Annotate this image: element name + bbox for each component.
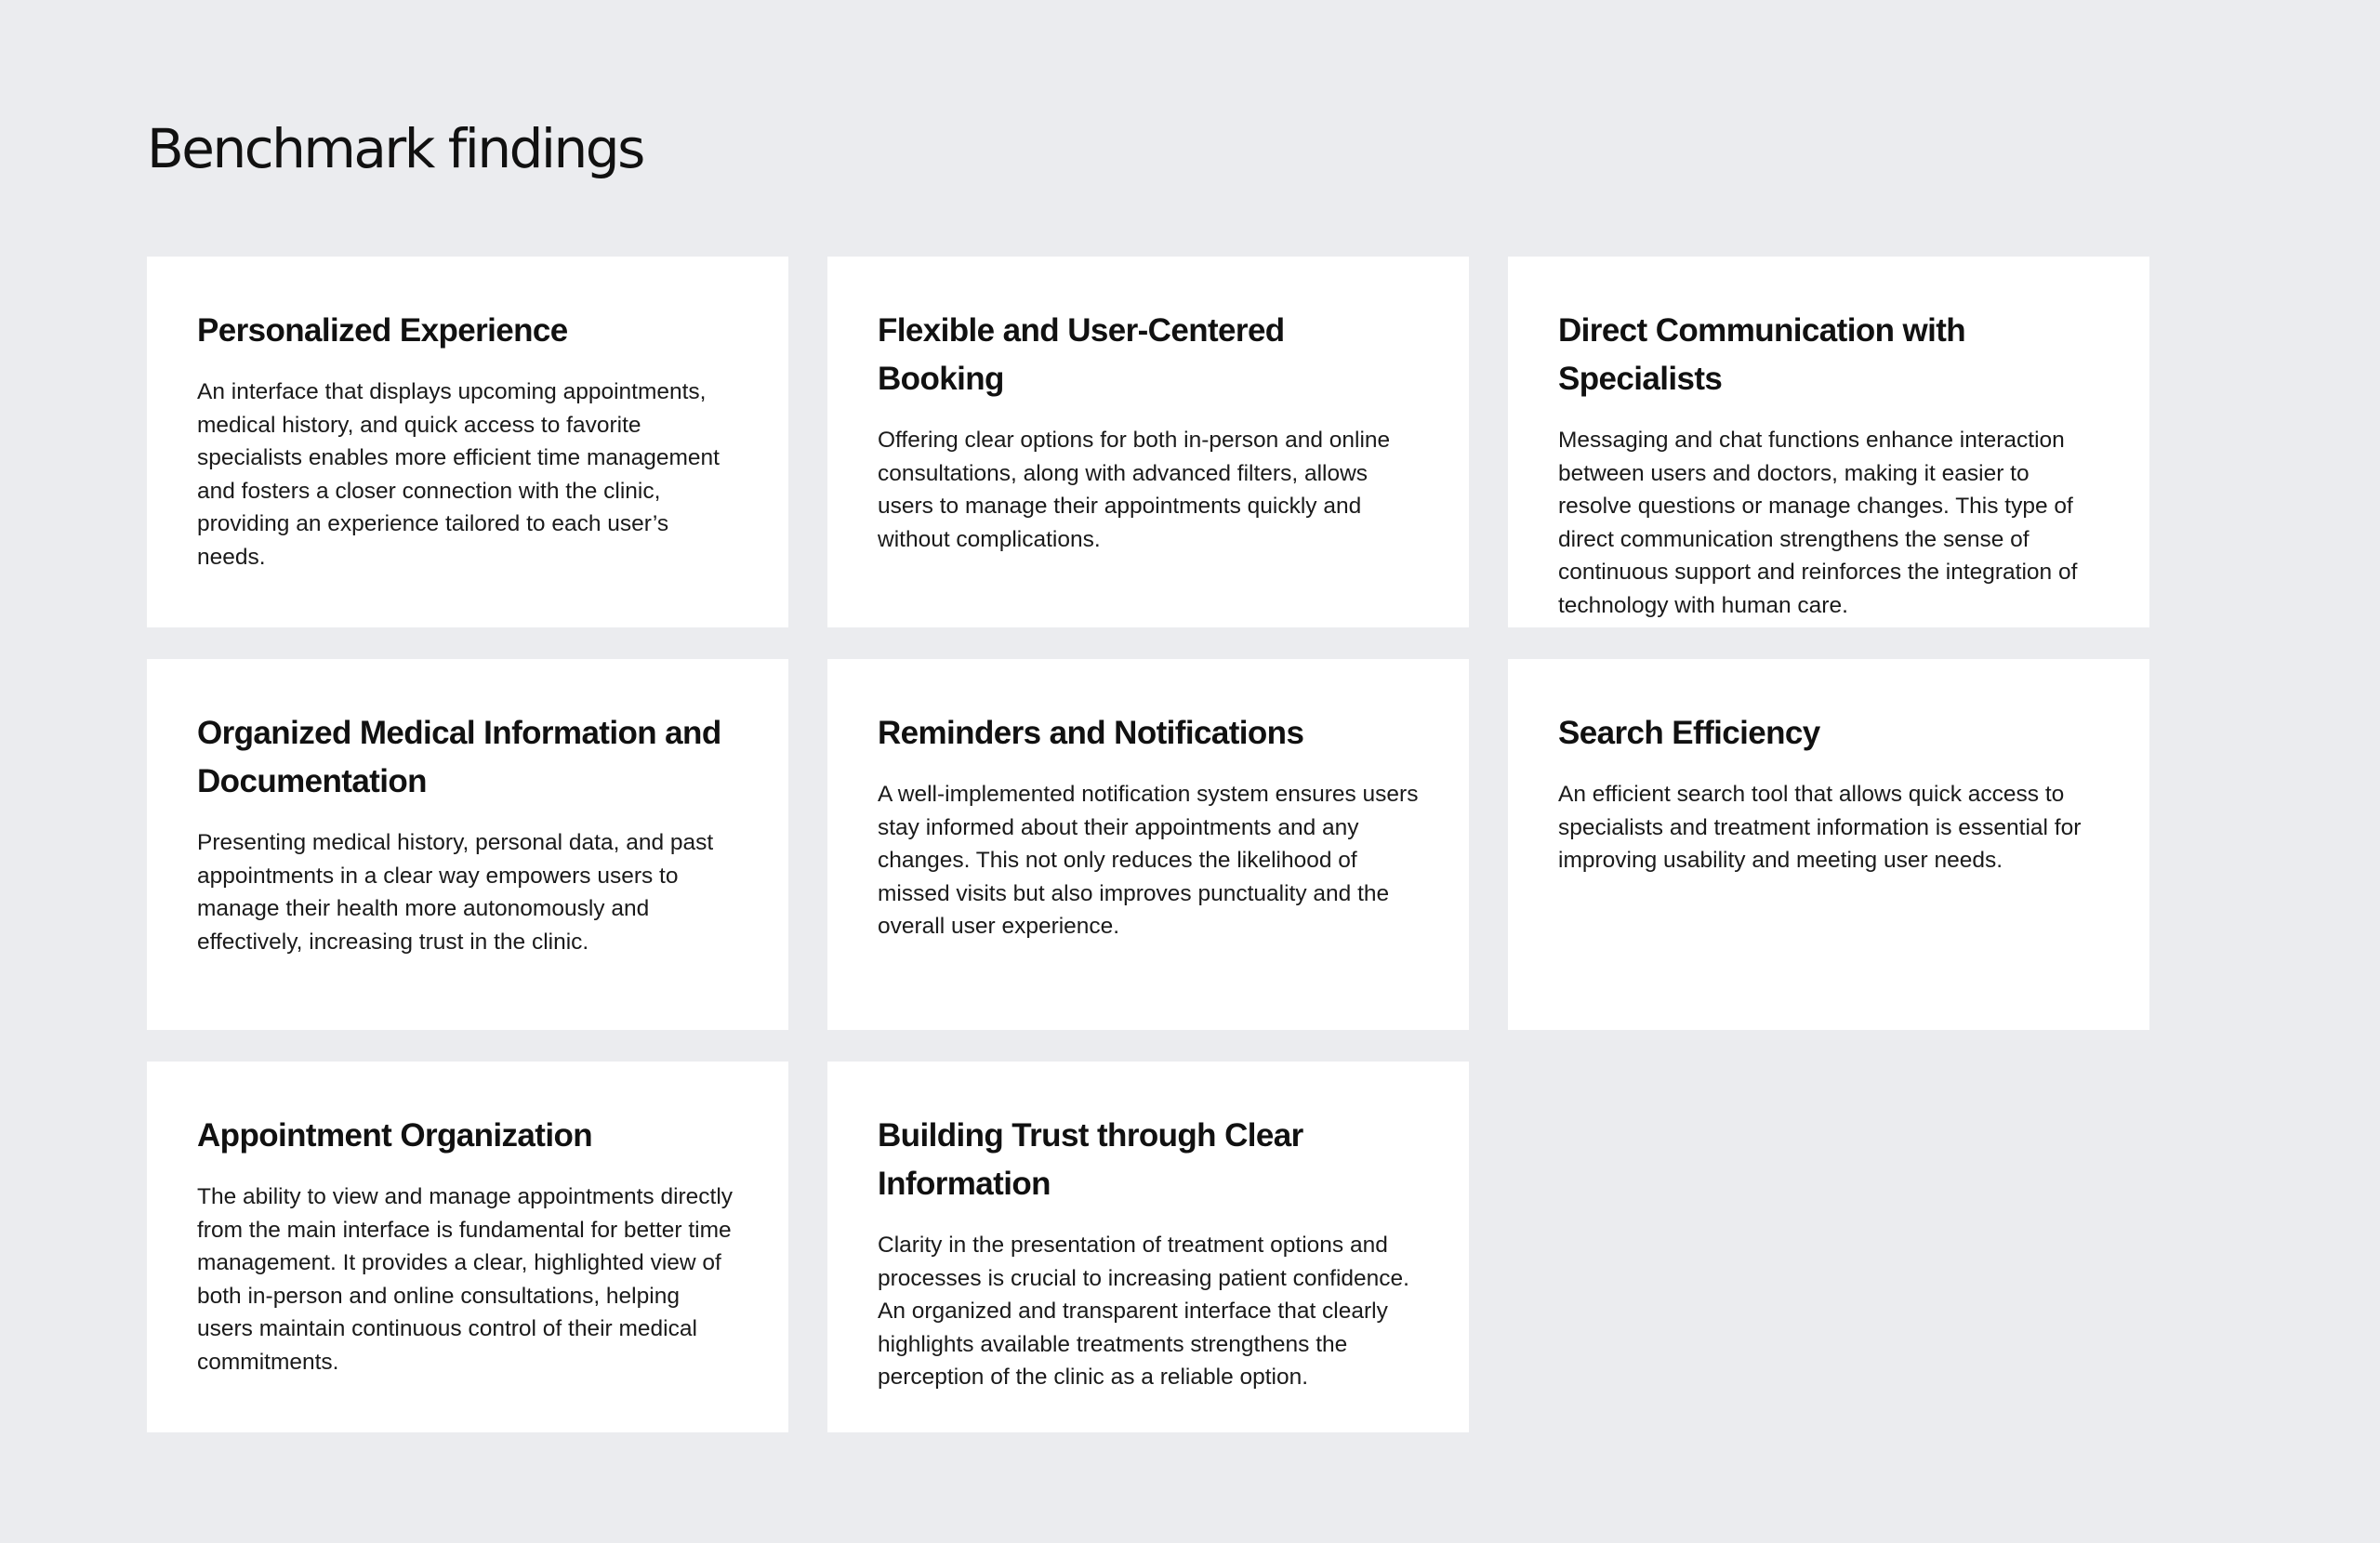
finding-card-search-efficiency [1508,659,2149,1030]
finding-card-personalized-experience [147,257,788,627]
card-title: Reminders and Notifications [878,715,1304,751]
card-description: An efficient search tool that allows quick access to specialists and treatment information is essential for improving usability and meeting user needs. [1558,782,2082,873]
finding-card-reminders-notifications [827,659,1469,1030]
card-title: Appointment Organization [197,1117,593,1154]
card-description: Offering clear options for both in-person and online consultations, along with advanced filters, allows users to manage their appointments quickly and without complications. [878,428,1391,552]
finding-card-appointment-organization [147,1062,788,1432]
card-title: Direct Communication with Specialists [1558,312,1966,397]
card-description: A well-implemented notification system ensures users stay informed about their appointments and any changes. This not only reduces the likelihood of missed visits but also improves punctuality and the overall user experience. [878,782,1419,939]
card-title: Personalized Experience [197,312,568,349]
card-description: Messaging and chat functions enhance interaction between users and doctors, making it easier to resolve questions or manage changes. This type of direct communication strengthens the sense of continuous support and reinforces the integration of technology with human care. [1558,428,2078,618]
card-title: Search Efficiency [1558,715,1820,751]
card-title: Organized Medical Information and Documentation [197,715,721,799]
card-description: Presenting medical history, personal data, and past appointments in a clear way empowers users to manage their health more autonomously and effectively, increasing trust in the clinic. [197,830,714,955]
page-title: Benchmark findings [147,117,643,180]
findings-grid [147,257,2149,1432]
finding-card-flexible-booking [827,257,1469,627]
card-title: Building Trust through Clear Information [878,1117,1303,1202]
card-description: Clarity in the presentation of treatment options and processes is crucial to increasing patient confidence. An organized and transparent interface that clearly highlights available treatments strengthens the perception of the clinic as a reliable option. [878,1233,1409,1390]
finding-card-building-trust [827,1062,1469,1432]
finding-card-direct-communication [1508,257,2149,627]
card-description: The ability to view and manage appointments directly from the main interface is fundamental for better time management. It provides a clear, highlighted view of both in-person and online consultations, helping users maintain continuous control of their medical commitments. [197,1184,734,1375]
finding-card-organized-medical-information [147,659,788,1030]
card-description: An interface that displays upcoming appointments, medical history, and quick access to favorite specialists enables more efficient time management and fosters a closer connection with the clinic, providing an experience tailored to each user’s needs. [197,379,720,570]
card-title: Flexible and User-Centered Booking [878,312,1285,397]
